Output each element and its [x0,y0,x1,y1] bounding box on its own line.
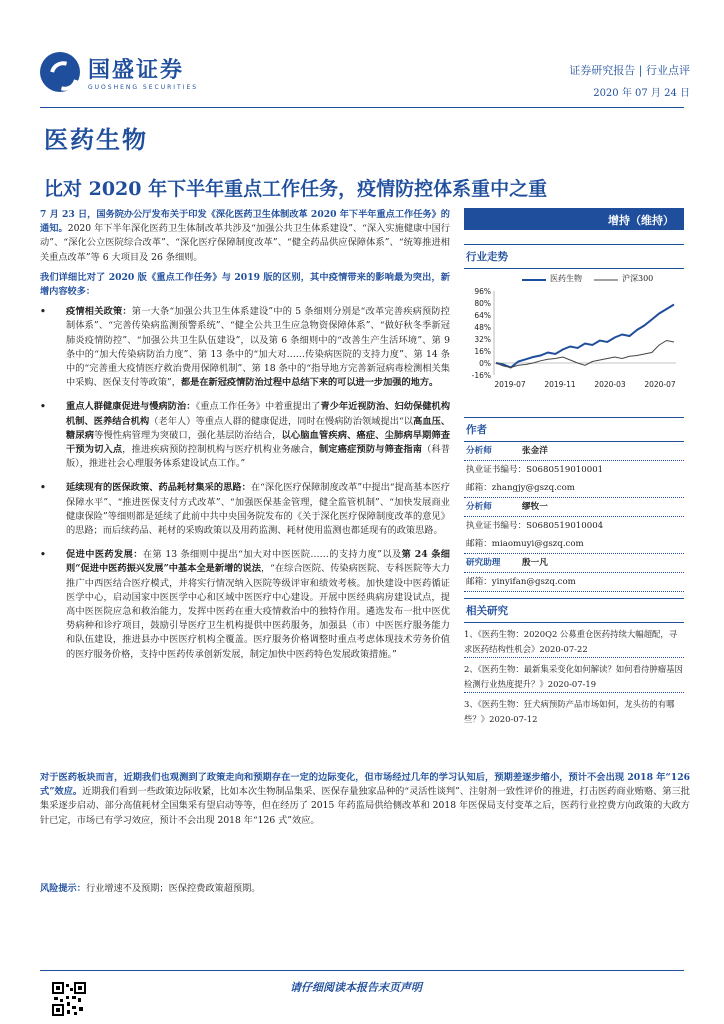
logo-icon [40,52,80,92]
author-name-row [464,554,684,573]
logo-cn: 国盛证券 [88,58,185,83]
rating-badge: 增持（维持） [464,208,684,230]
author-name: 张金洋 [522,446,548,456]
bullet-text: 《重点工作任务》中着重提出了 [195,401,321,413]
bullet-head: 延续现有的医保政策、药品耗材集采的思路： [66,482,251,494]
author-block [464,442,684,592]
report-type: 证券研究报告 | 行业点评 [569,64,690,77]
author-role: 分析师 [466,446,492,456]
bullet-text: ，“在综合医院、传染病医院、专科医院等大力推广中西医结合医疗模式，并将实行情况纳入医院等级评审和绩效考核。加快建设中医药循证医学中心，启动国家中医医学中心和区域中医医疗中心建设。开展中医经典病房建设试点，提高中医医院应急和救治能力，发挥中医药在重大疫情救治中的独特作用。遴选发布一批中医优势病种和诊疗项目，鼓励引导医疗卫生机构提供中医药服务，加强县（市）中医医疗服务能力和队伍建设，推进县办中医医疗机构全覆盖。医疗服务价格调整时重点考虑体现技术劳务价值的医疗服务价格，支持中医药传承创新发展，制定加快中医药特色发展政策措施。” [66,563,450,660]
footer-rule [40,970,684,971]
author-email[interactable]: yinyifan@gszq.com [491,577,576,587]
page-header [40,52,690,102]
intro-rest: 2020 年下半年深化医药卫生体制改革共涉及“加强公共卫生体系建设”、“深入实施健康中国行动”、“深化公立医院综合改革”、“深化医疗保障制度改革”、“健全药品供应保障体系”、“统筹推进相关重点改革”等 6 大项目及 26 条细则。 [40,223,450,263]
bullet-text: 第一大条“加强公共卫生体系建设”中的 5 条细则分别是“改革完善疾病预防控制体系”、“完善传染病监测预警系统”、“健全公共卫生应急物资保障体系”、“做好秋冬季新冠肺炎疫情防控”、“加强公共卫生队伍建设”，以及第 6 条细则中的“改善生产生活环境”、第 9 条中的“加大传染病防治力度”、第 13 条中的“加大对……传染病医院的支持力度”、第 14 条中的“完善重大疫情医疗救治费用保障机制”、第 18 条中的“指导地方完善新冠病毒检测相关集中采购、医保支付等政策”， [66,306,450,389]
bullet-text: 在第 13 条细则中提出“加大对中医医院……的支持力度”以及 [142,549,402,561]
comparison-paragraph: 我们详细比对了 2020 版《重点工作任务》与 2019 版的区别，其中疫情带来的影响最为突出，新增内容较多： [40,271,450,298]
legend-label-pharma: 医药生物 [550,274,582,283]
legend-label-hs300: 沪深300 [622,274,654,283]
report-date: 2020 年 07 月 24 日 [593,88,690,99]
x-tick-label: 2019-11 [544,380,576,389]
cert-number: S0680519010004 [526,521,604,531]
author-role: 研究助理 [466,558,501,568]
y-tick-label: 16% [474,347,491,356]
bullet-text: （科普版），推进社会心理服务体系建设试点工作。” [66,444,451,470]
bullet-emph: 高血压、糖尿病 [66,415,451,441]
series-line-pharma [496,305,674,368]
y-tick-label: 64% [474,311,491,320]
y-tick-label: 96% [474,287,491,296]
x-tick-label: 2020-03 [594,380,626,389]
bullet-tcm [40,548,450,662]
bullet-text: 等慢性病管理为突破口，强化基层防治结合， [94,429,282,441]
chart-canvas [464,271,684,391]
email-label: 邮箱： [466,483,492,493]
author-name: 缪牧一 [522,502,548,512]
related-item[interactable]: 3、《医药生物：狂犬病预防产品市场如何，龙头彷的有哪些？》2020-07-12 [464,699,675,724]
cert-label: 执业证书编号： [466,465,527,475]
email-label: 邮箱： [466,577,492,587]
intro-paragraph [40,208,450,265]
industry-title: 医药生物 [44,125,148,154]
sidebar [464,208,684,727]
risk-paragraph [40,882,690,896]
related-list [464,627,684,727]
email-label: 邮箱： [466,539,492,549]
author-email-row [464,535,684,554]
conclusion-bold: 对于医药板块而言，近期我们也观测到了政策走向和预期存在一定的边际变化，但市场经过几年的学习认知后，预期差逐步缩小，预计不会出现 2018 年“126 式”效应。 [40,772,690,798]
trend-chart [464,271,684,391]
cert-number: S0680519010001 [526,465,604,475]
related-section-title: 相关研究 [464,598,684,623]
bullet-text: ，推进疾病预防控制机构与医疗机构业务融合， [122,444,320,456]
author-email[interactable]: zhangjy@gszq.com [491,483,575,493]
bullet-text: 在“深化医疗保障制度改革”中提出“提高基本医疗保障水平”、“推进医保支付方式改革”、“加强医保基金管理，健全监管机制”、“加快发展商业健康保险”等细则都是延续了此前中共中央国务院发布的《关于深化医疗保障制度改革的意见》的思路；而后续药品、耗材的采购政策以及用药监测、耗材使用监测也都延现有的政策思路。 [66,482,451,537]
intro-bold: 7 月 23 日，国务院办公厅发布关于印发《深化医药卫生体制改革 2020 年下半年重点工作任务》的通知。 [40,209,450,235]
y-tick-label: 32% [474,335,491,344]
logo-en: GUOSHENG SECURITIES [88,84,199,91]
y-tick-label: 48% [474,323,491,332]
authors-section-title: 作者 [464,417,684,442]
risk-head: 风险提示： [40,883,86,894]
bullet-emph: 制定癌症预防与筛查指南 [319,444,423,456]
bullet-epidemic [40,305,450,390]
bullet-head: 疫情相关政策： [66,306,132,318]
bullet-emph: 青少年近视防治、妇幼保健机构机制、医养结合机构 [66,401,451,427]
conclusion-paragraph [40,771,690,828]
x-tick-label: 2019-07 [494,380,526,389]
x-tick-label: 2020-07 [644,380,676,389]
main-text [40,208,450,672]
bullet-emph: 以心脑血管疾病、癌症、尘肺病早期筛查干预为切入点 [66,429,451,456]
company-logo [40,52,198,92]
bullet-insurance [40,481,450,538]
author-email-row [464,573,684,592]
author-email[interactable]: miaomuyi@gszq.com [491,539,584,549]
bullet-list [40,305,450,662]
bullet-head: 促进中医药发展： [66,549,143,561]
footer-disclaimer: 请仔细阅读本报告末页声明 [290,981,422,994]
author-name: 殷一凡 [522,558,548,568]
author-role: 分析师 [466,502,492,512]
y-tick-label: 80% [474,299,491,308]
author-cert-row [464,461,684,479]
author-name-row [464,442,684,461]
author-name-row [464,498,684,517]
related-item[interactable]: 2、《医药生物：最新集采变化如何解读？如何看待肿瘤基因检测行业热度提升？》2020-07-19 [464,662,684,693]
bullet-tail: 都是在新冠疫情防治过程中总结下来的可以进一步加强的地方。 [180,377,439,389]
conclusion-rest: 近期我们看到一些政策边际收紧，比如本次生物制品集采、医保存量独家品种的“灵活性谈判”、注射剂一致性评价的推进，打击医药商业贿赂、第三批集采逐步启动、部分高值耗材全国集采有望启动等等，但在经历了 2015 年药监局供给侧改革和 2018 年医保局支付变革之后，医药行业控费方向政策的大政方针已定，市场已有学习效应，预计不会出现 2018 年“126 式”效应。 [40,786,690,826]
cert-label: 执业证书编号： [466,521,527,531]
y-tick-label: -16% [471,371,491,380]
y-tick-label: 0% [479,359,491,368]
qr-code-icon [52,982,86,1016]
bullet-text: （老年人）等重点人群的健康促进，同时在慢病防治领域提出“以 [149,415,414,427]
author-cert-row [464,517,684,535]
bullet-head: 重点人群健康促进与慢病防治： [66,401,196,413]
bullet-emph: 第 24 条细则“促进中医药振兴发展”中基本全是新增的说法 [66,549,450,575]
risk-text: 行业增速不及预期；医保控费政策超预期。 [85,883,261,894]
header-rule [40,107,684,108]
report-title: 比对 2020 年下半年重点工作任务，疫情防控体系重中之重 [44,178,548,200]
related-item[interactable]: 1、《医药生物：2020Q2 公募重仓医药持续大幅超配，寻求医药结构性机会》2020-07-22 [464,627,684,658]
bullet-health-promotion [40,400,450,471]
author-email-row [464,479,684,498]
trend-section-title: 行业走势 [464,244,684,269]
